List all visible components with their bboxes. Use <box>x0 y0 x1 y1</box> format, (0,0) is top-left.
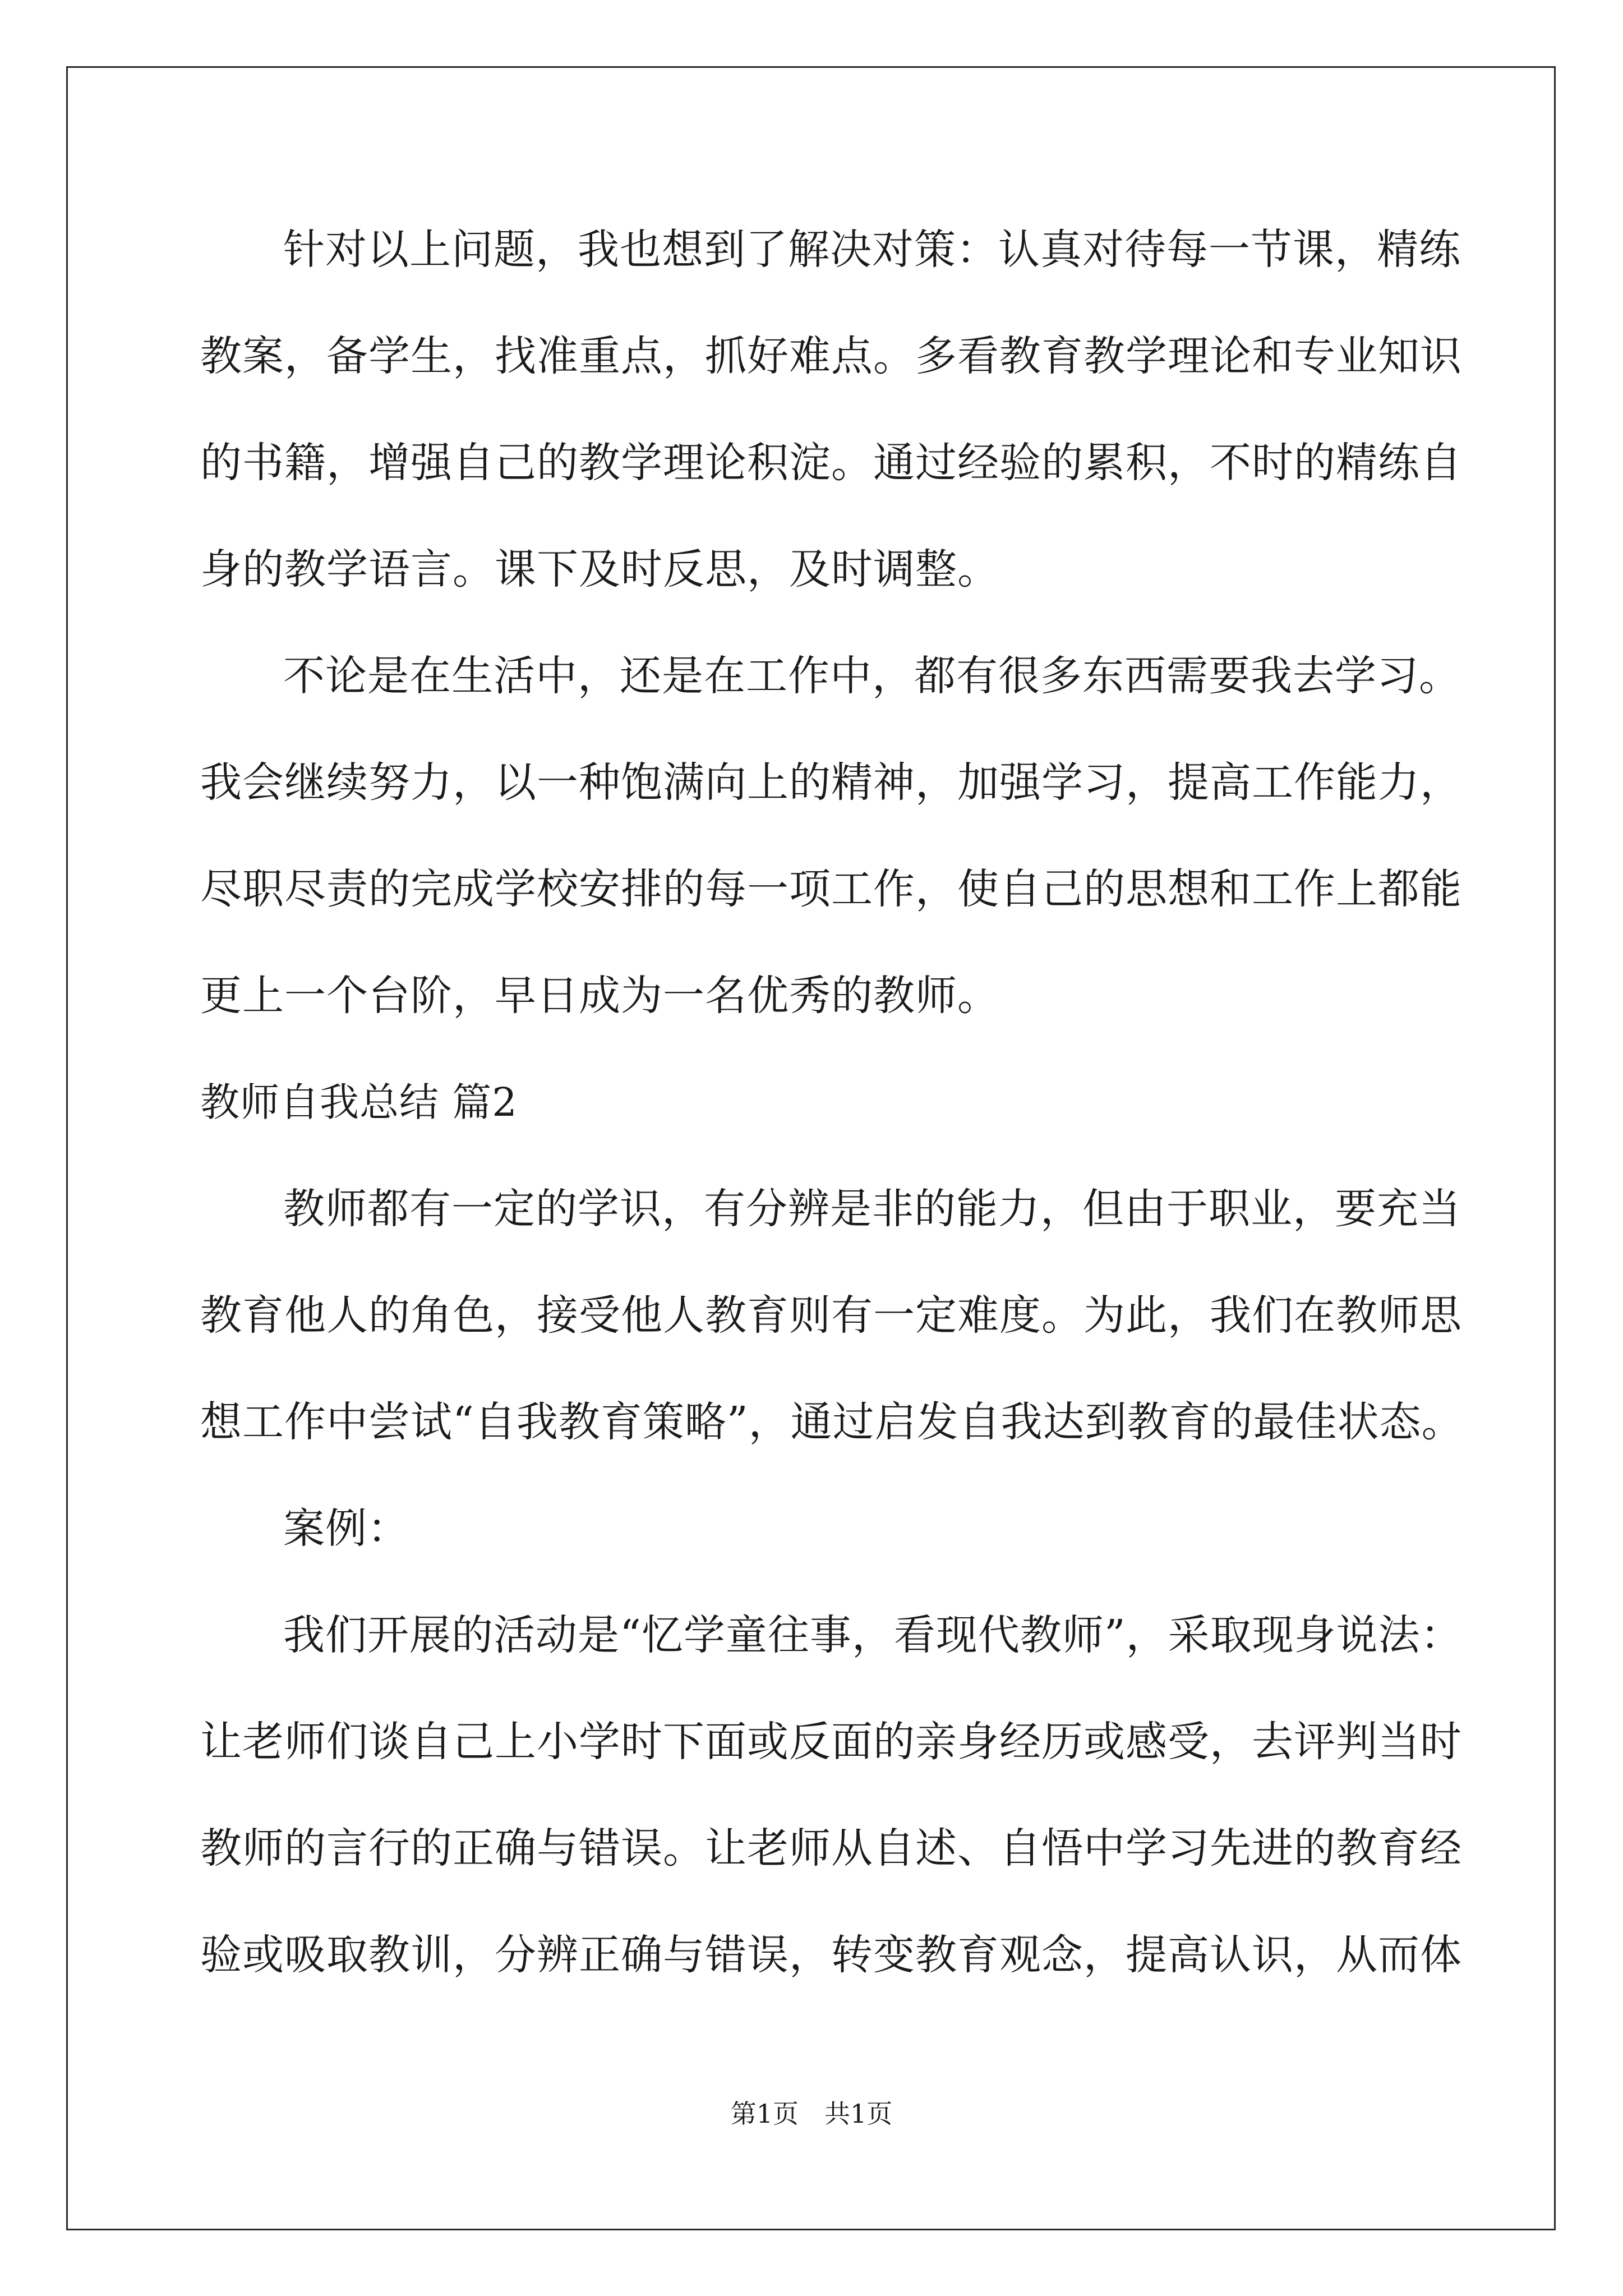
document-body <box>200 219 1464 2031</box>
paragraph-line: 教师都有一定的学识，有分辨是非的能力，但由于职业，要充当 <box>283 1185 1461 1233</box>
paragraph-line: 案例： <box>283 1504 409 1553</box>
paragraph-line: 更上一个台阶，早日成为一名优秀的教师。 <box>200 972 999 1020</box>
paragraph-line: 我们开展的活动是“忆学童往事，看现代教师”，采取现身说法： <box>283 1611 1463 1659</box>
page-footer: 第1页 共1页 <box>730 2099 893 2129</box>
paragraph-line: 验或吸取教训，分辨正确与错误，转变教育观念，提高认识，从而体 <box>200 1931 1462 1979</box>
paragraph-line: 教育他人的角色，接受他人教育则有一定难度。为此，我们在教师思 <box>200 1291 1462 1340</box>
paragraph-line: 针对以上问题，我也想到了解决对策：认真对待每一节课，精练 <box>283 226 1461 274</box>
paragraph-line: 尽职尽责的完成学校安排的每一项工作，使自己的思想和工作上都能 <box>200 865 1462 913</box>
paragraph-line: 想工作中尝试“自我教育策略”，通过启发自我达到教育的最佳状态。 <box>200 1398 1464 1446</box>
paragraph-line: 让老师们谈自己上小学时下面或反面的亲身经历或感受，去评判当时 <box>200 1718 1462 1766</box>
paragraph-line: 教师的言行的正确与错误。让老师从自述、自悟中学习先进的教育经 <box>200 1824 1462 1872</box>
paragraph-line: 教案，备学生，找准重点，抓好难点。多看教育教学理论和专业知识 <box>200 332 1462 380</box>
section-heading: 教师自我总结 篇2 <box>200 1079 518 1125</box>
paragraph-line: 身的教学语言。课下及时反思，及时调整。 <box>200 545 999 593</box>
paragraph-line: 不论是在生活中，还是在工作中，都有很多东西需要我去学习。 <box>283 652 1461 700</box>
paragraph-line: 我会继续努力，以一种饱满向上的精神，加强学习，提高工作能力， <box>200 758 1462 807</box>
paragraph-line: 的书籍，增强自己的教学理论积淀。通过经验的累积，不时的精练自 <box>200 439 1462 487</box>
